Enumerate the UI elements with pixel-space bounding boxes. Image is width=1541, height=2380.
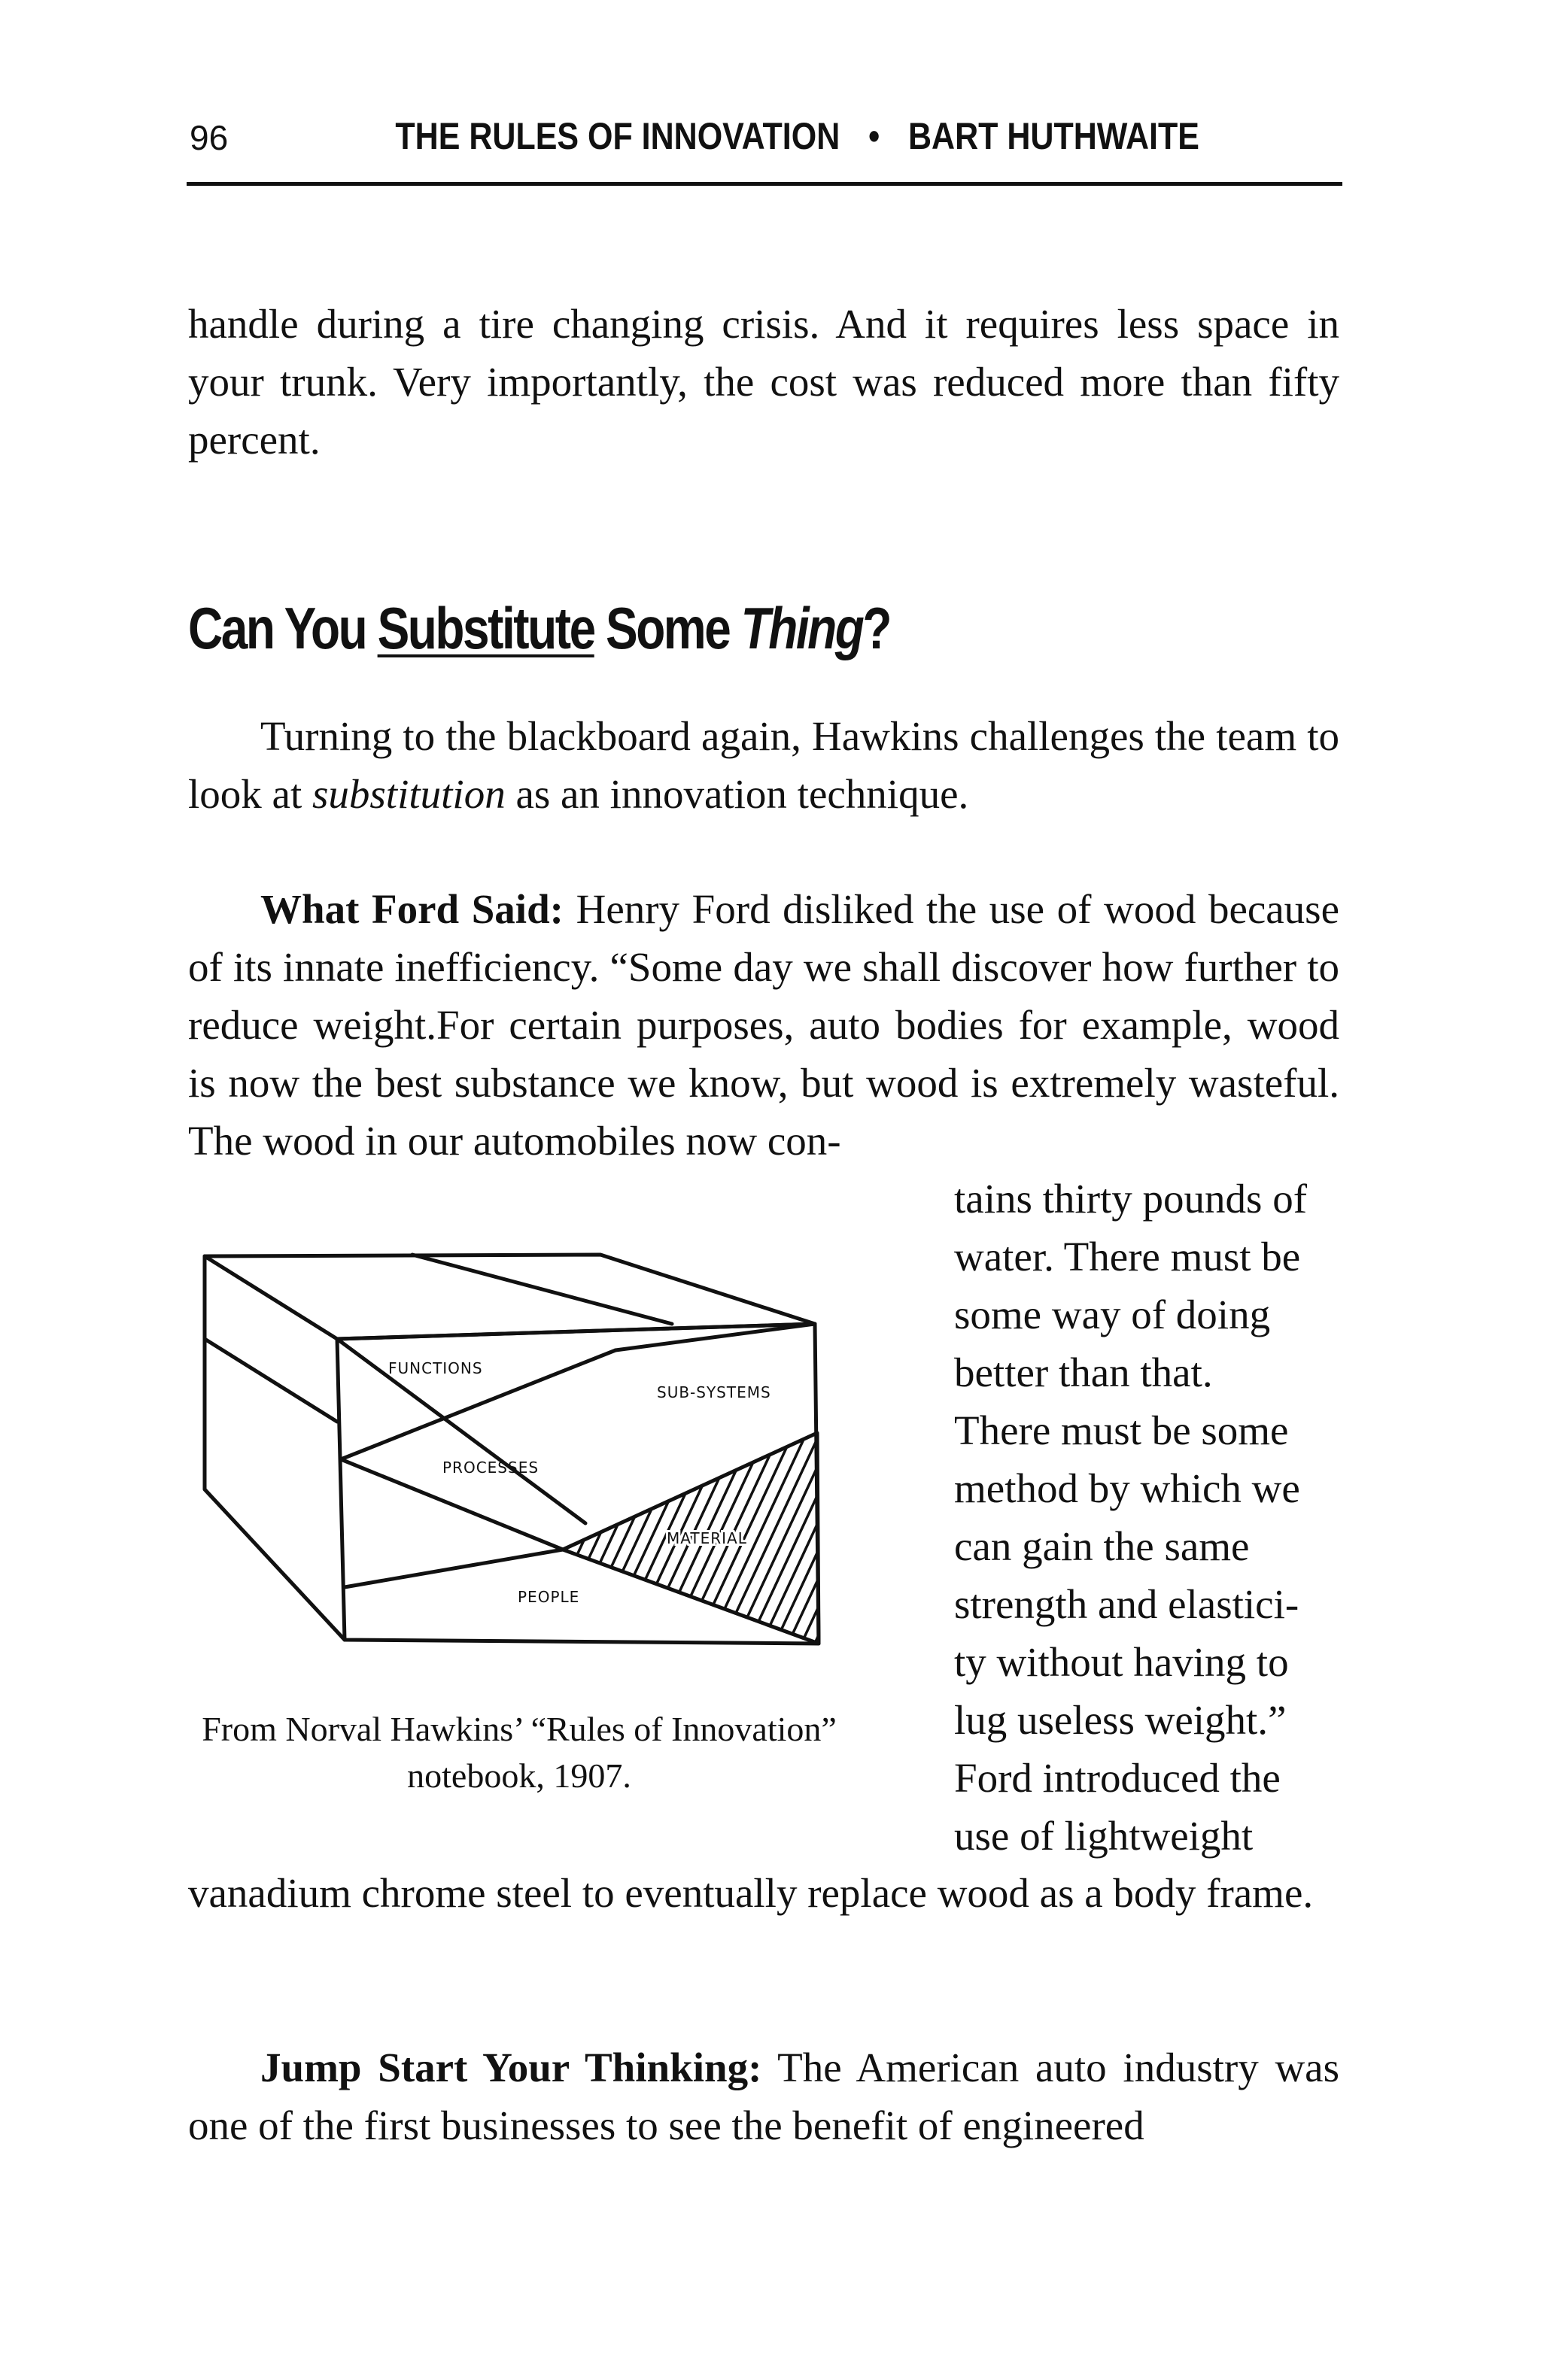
para4-text: The American auto industry was one of the first businesses to see the benefit of engineered xyxy=(188,2045,1339,2148)
header-separator: • xyxy=(868,115,880,157)
para2-text2: as an innovation technique. xyxy=(505,771,969,817)
running-title xyxy=(300,114,1294,158)
heading-part2: Some xyxy=(594,595,741,661)
wrap-line: strength and elastici- xyxy=(954,1581,1299,1627)
author-name: BART HUTHWAITE xyxy=(907,115,1199,157)
caption-line: From Norval Hawkins’ “Rules of Innovation” xyxy=(202,1710,837,1748)
heading-end: ? xyxy=(862,595,891,661)
paragraph-substitution-intro xyxy=(188,707,1339,823)
wrap-line: water. There must be xyxy=(954,1234,1301,1280)
wrap-line: lug useless weight.” xyxy=(954,1697,1287,1743)
para2-text1: Turning to the blackboard again, Hawkins challenges the team to look at xyxy=(188,713,1339,817)
figure-caption xyxy=(188,1706,850,1799)
label-processes: PROCESSES xyxy=(442,1459,540,1477)
para3-text: Henry Ford disliked the use of wood because of its innate inefficiency. “Some day we shall discover how further to reduce weight.For certain purposes, auto bodies for example, wood is now the best substance we know, but wood is extremely wasteful. The wood in our automobiles now con- xyxy=(188,886,1339,1164)
paragraph-continuation: handle during a tire changing crisis. And it requires less space in your trunk. Very importantly, the cost was reduced more than fifty percent. xyxy=(188,301,1339,463)
label-people: PEOPLE xyxy=(518,1588,580,1606)
label-material: MATERIAL xyxy=(667,1529,747,1547)
para3-lead: What Ford Said: xyxy=(260,886,564,932)
running-header xyxy=(187,114,1342,186)
paragraph-what-ford-said-end: vanadium chrome steel to eventually replace wood as a body frame. xyxy=(188,1870,1314,1916)
label-functions: FUNCTIONS xyxy=(388,1359,483,1377)
wrap-line: There must be some xyxy=(954,1407,1289,1453)
wrap-line: can gain the same xyxy=(954,1523,1250,1569)
para2-italic: substitution xyxy=(312,771,506,817)
wrap-line: better than that. xyxy=(954,1349,1213,1395)
heading-underlined-word: Substitute xyxy=(377,595,594,661)
wrap-line: some way of doing xyxy=(954,1292,1271,1337)
para4-lead: Jump Start Your Thinking: xyxy=(260,2045,762,2090)
wrap-line: tains thirty pounds of xyxy=(954,1176,1308,1222)
box-sketch xyxy=(194,1234,841,1670)
label-subsystems: SUB-SYSTEMS xyxy=(657,1383,771,1401)
caption-line: notebook, 1907. xyxy=(407,1756,631,1795)
sketch-figure xyxy=(194,1234,841,1670)
wrapped-text-column xyxy=(954,1170,1339,1865)
paragraph-what-ford-said xyxy=(188,880,1339,1170)
heading-part1: Can You xyxy=(188,595,378,661)
wrap-line: method by which we xyxy=(954,1465,1300,1511)
wrap-line: Ford introduced the xyxy=(954,1755,1281,1801)
wrap-line: use of lightweight xyxy=(954,1813,1254,1859)
paragraph-jump-start xyxy=(188,2038,1339,2154)
page-number: 96 xyxy=(190,118,229,157)
wrap-line: ty without having to xyxy=(954,1639,1289,1685)
heading-italic-word: Thing xyxy=(740,595,863,661)
book-title: THE RULES OF INNOVATION xyxy=(395,115,840,157)
section-heading xyxy=(188,594,890,663)
